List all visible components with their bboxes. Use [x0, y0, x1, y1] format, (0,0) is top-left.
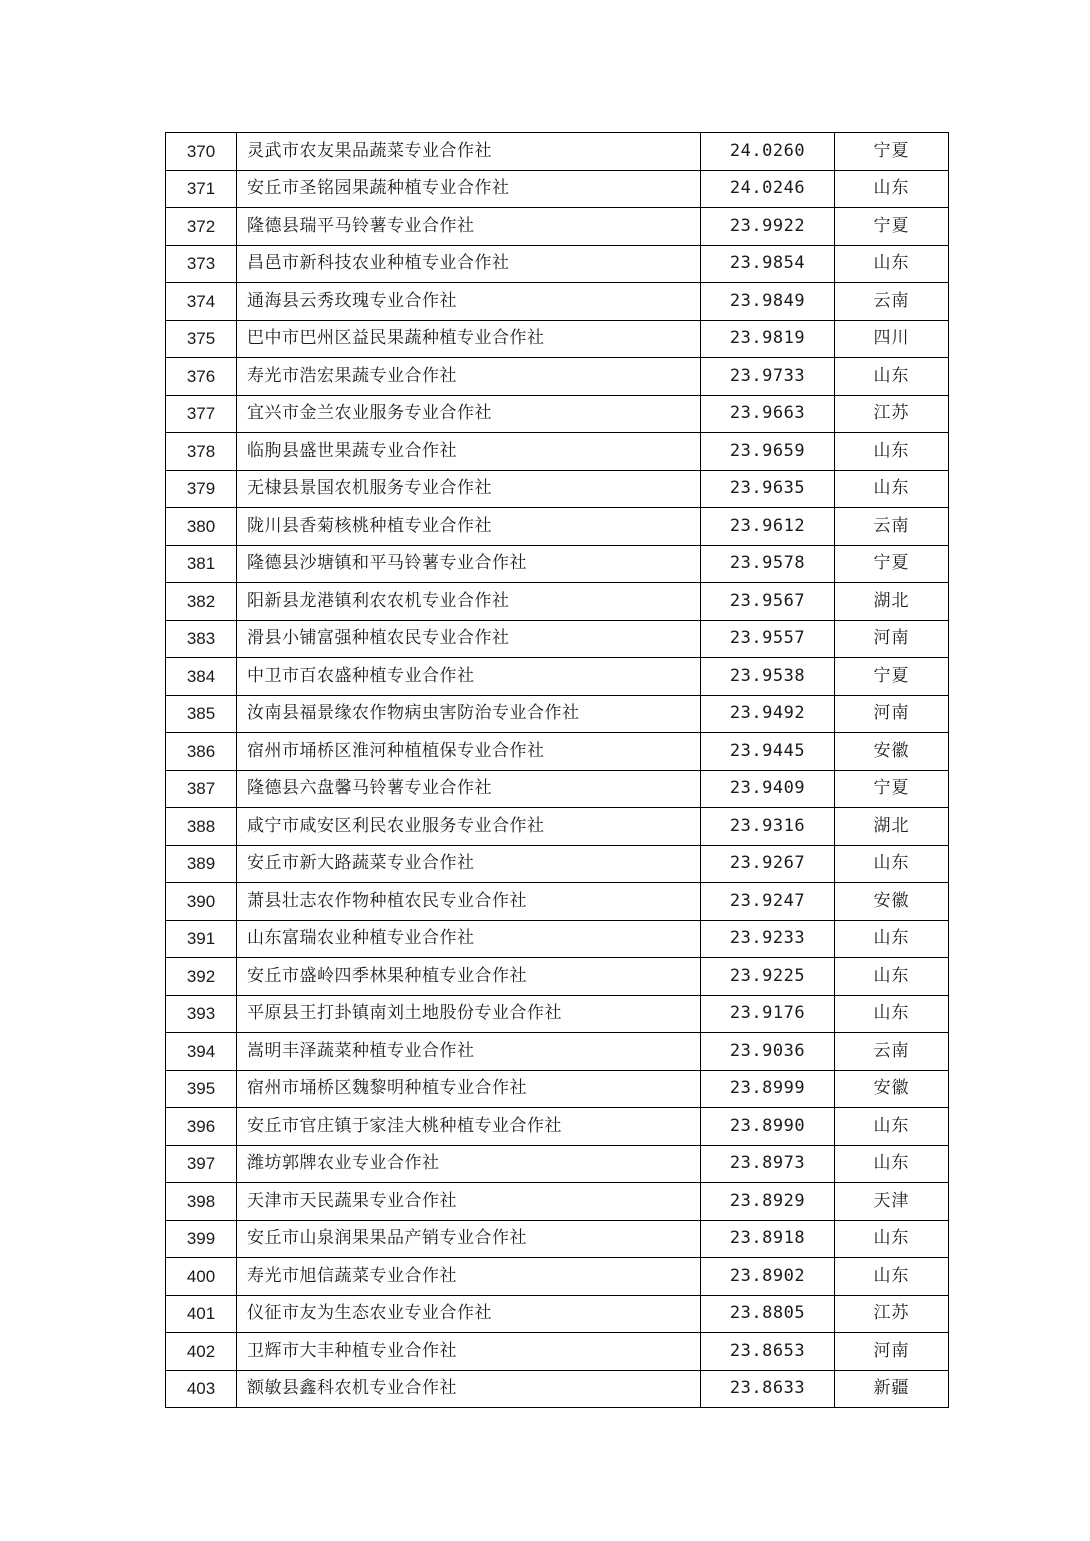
cooperative-name: 宜兴市金兰农业服务专业合作社 — [237, 395, 701, 433]
row-number: 370 — [166, 133, 237, 171]
score-value: 23.8990 — [701, 1108, 835, 1146]
row-number: 389 — [166, 845, 237, 883]
score-value: 23.9578 — [701, 545, 835, 583]
score-value: 23.9316 — [701, 808, 835, 846]
province: 宁夏 — [835, 770, 949, 808]
province: 云南 — [835, 1033, 949, 1071]
cooperative-name: 通海县云秀玫瑰专业合作社 — [237, 283, 701, 321]
province: 山东 — [835, 358, 949, 396]
score-value: 23.9233 — [701, 920, 835, 958]
score-value: 23.8653 — [701, 1333, 835, 1371]
score-value: 24.0246 — [701, 170, 835, 208]
row-number: 390 — [166, 883, 237, 921]
cooperative-name: 仪征市友为生态农业专业合作社 — [237, 1295, 701, 1333]
row-number: 394 — [166, 1033, 237, 1071]
table-row — [166, 770, 949, 808]
row-number: 380 — [166, 508, 237, 546]
row-number: 373 — [166, 245, 237, 283]
row-number: 379 — [166, 470, 237, 508]
province: 山东 — [835, 170, 949, 208]
cooperative-name: 山东富瑞农业种植专业合作社 — [237, 920, 701, 958]
table-row — [166, 545, 949, 583]
province: 湖北 — [835, 583, 949, 621]
row-number: 378 — [166, 433, 237, 471]
province: 河南 — [835, 1333, 949, 1371]
score-value: 23.9409 — [701, 770, 835, 808]
province: 天津 — [835, 1183, 949, 1221]
table-row — [166, 920, 949, 958]
table-row — [166, 808, 949, 846]
score-value: 23.9538 — [701, 658, 835, 696]
cooperative-name: 汝南县福景缘农作物病虫害防治专业合作社 — [237, 695, 701, 733]
row-number: 402 — [166, 1333, 237, 1371]
table-row — [166, 845, 949, 883]
province: 山东 — [835, 920, 949, 958]
table-row — [166, 1108, 949, 1146]
score-value: 23.9267 — [701, 845, 835, 883]
province: 新疆 — [835, 1370, 949, 1408]
cooperative-name: 寿光市浩宏果蔬专业合作社 — [237, 358, 701, 396]
row-number: 399 — [166, 1220, 237, 1258]
province: 山东 — [835, 845, 949, 883]
cooperative-name: 宿州市埇桥区魏黎明种植专业合作社 — [237, 1070, 701, 1108]
province: 山东 — [835, 1220, 949, 1258]
row-number: 385 — [166, 695, 237, 733]
cooperative-ranking-table — [165, 132, 949, 1408]
cooperative-name: 平原县王打卦镇南刘土地股份专业合作社 — [237, 995, 701, 1033]
table-row — [166, 1220, 949, 1258]
score-value: 23.9557 — [701, 620, 835, 658]
row-number: 397 — [166, 1145, 237, 1183]
score-value: 23.9247 — [701, 883, 835, 921]
table-row — [166, 1183, 949, 1221]
province: 山东 — [835, 958, 949, 996]
row-number: 391 — [166, 920, 237, 958]
cooperative-name: 潍坊郭牌农业专业合作社 — [237, 1145, 701, 1183]
row-number: 375 — [166, 320, 237, 358]
table-row — [166, 283, 949, 321]
table-row — [166, 245, 949, 283]
score-value: 23.8929 — [701, 1183, 835, 1221]
province: 河南 — [835, 620, 949, 658]
cooperative-name: 昌邑市新科技农业种植专业合作社 — [237, 245, 701, 283]
table-row — [166, 1333, 949, 1371]
score-value: 23.9567 — [701, 583, 835, 621]
table-row — [166, 508, 949, 546]
cooperative-name: 临朐县盛世果蔬专业合作社 — [237, 433, 701, 471]
score-value: 23.9635 — [701, 470, 835, 508]
province: 山东 — [835, 470, 949, 508]
table-row — [166, 733, 949, 771]
score-value: 24.0260 — [701, 133, 835, 171]
score-value: 23.9492 — [701, 695, 835, 733]
table-row — [166, 470, 949, 508]
cooperative-name: 灵武市农友果品蔬菜专业合作社 — [237, 133, 701, 171]
score-value: 23.8999 — [701, 1070, 835, 1108]
table-row — [166, 620, 949, 658]
score-value: 23.8805 — [701, 1295, 835, 1333]
province: 云南 — [835, 283, 949, 321]
cooperative-name: 嵩明丰泽蔬菜种植专业合作社 — [237, 1033, 701, 1071]
province: 云南 — [835, 508, 949, 546]
table-row — [166, 1295, 949, 1333]
province: 安徽 — [835, 1070, 949, 1108]
cooperative-name: 滑县小铺富强种植农民专业合作社 — [237, 620, 701, 658]
cooperative-name: 萧县壮志农作物种植农民专业合作社 — [237, 883, 701, 921]
cooperative-name: 安丘市官庄镇于家洼大桃种植专业合作社 — [237, 1108, 701, 1146]
table-row — [166, 658, 949, 696]
row-number: 381 — [166, 545, 237, 583]
row-number: 377 — [166, 395, 237, 433]
cooperative-name: 无棣县景国农机服务专业合作社 — [237, 470, 701, 508]
table-row — [166, 433, 949, 471]
score-value: 23.9036 — [701, 1033, 835, 1071]
score-value: 23.8918 — [701, 1220, 835, 1258]
row-number: 400 — [166, 1258, 237, 1296]
score-value: 23.8633 — [701, 1370, 835, 1408]
row-number: 383 — [166, 620, 237, 658]
province: 宁夏 — [835, 208, 949, 246]
table-row — [166, 1145, 949, 1183]
cooperative-name: 宿州市埇桥区淮河种植植保专业合作社 — [237, 733, 701, 771]
cooperative-name: 隆德县六盘馨马铃薯专业合作社 — [237, 770, 701, 808]
row-number: 403 — [166, 1370, 237, 1408]
cooperative-name: 安丘市新大路蔬菜专业合作社 — [237, 845, 701, 883]
cooperative-name: 巴中市巴州区益民果蔬种植专业合作社 — [237, 320, 701, 358]
score-value: 23.9819 — [701, 320, 835, 358]
cooperative-name: 阳新县龙港镇利农农机专业合作社 — [237, 583, 701, 621]
score-value: 23.9176 — [701, 995, 835, 1033]
table-row — [166, 1033, 949, 1071]
row-number: 384 — [166, 658, 237, 696]
province: 山东 — [835, 995, 949, 1033]
table-row — [166, 208, 949, 246]
cooperative-name: 安丘市山泉润果果品产销专业合作社 — [237, 1220, 701, 1258]
table-row — [166, 320, 949, 358]
row-number: 382 — [166, 583, 237, 621]
table-row — [166, 1370, 949, 1408]
province: 山东 — [835, 1258, 949, 1296]
cooperative-name: 额敏县鑫科农机专业合作社 — [237, 1370, 701, 1408]
province: 河南 — [835, 695, 949, 733]
cooperative-name: 隆德县沙塘镇和平马铃薯专业合作社 — [237, 545, 701, 583]
row-number: 374 — [166, 283, 237, 321]
row-number: 372 — [166, 208, 237, 246]
row-number: 387 — [166, 770, 237, 808]
province: 宁夏 — [835, 658, 949, 696]
score-value: 23.8902 — [701, 1258, 835, 1296]
score-value: 23.8973 — [701, 1145, 835, 1183]
row-number: 395 — [166, 1070, 237, 1108]
row-number: 401 — [166, 1295, 237, 1333]
cooperative-name: 天津市天民蔬果专业合作社 — [237, 1183, 701, 1221]
table-row — [166, 958, 949, 996]
cooperative-name: 寿光市旭信蔬菜专业合作社 — [237, 1258, 701, 1296]
table-row — [166, 695, 949, 733]
cooperative-name: 中卫市百农盛种植专业合作社 — [237, 658, 701, 696]
score-value: 23.9225 — [701, 958, 835, 996]
province: 安徽 — [835, 733, 949, 771]
row-number: 388 — [166, 808, 237, 846]
table-row — [166, 133, 949, 171]
score-value: 23.9922 — [701, 208, 835, 246]
score-value: 23.9849 — [701, 283, 835, 321]
score-value: 23.9854 — [701, 245, 835, 283]
cooperative-name: 陇川县香菊核桃种植专业合作社 — [237, 508, 701, 546]
table-row — [166, 883, 949, 921]
score-value: 23.9659 — [701, 433, 835, 471]
table-row — [166, 583, 949, 621]
province: 山东 — [835, 1108, 949, 1146]
table-row — [166, 1258, 949, 1296]
province: 山东 — [835, 433, 949, 471]
score-value: 23.9612 — [701, 508, 835, 546]
province: 山东 — [835, 245, 949, 283]
table-row — [166, 395, 949, 433]
province: 四川 — [835, 320, 949, 358]
cooperative-name: 咸宁市咸安区利民农业服务专业合作社 — [237, 808, 701, 846]
cooperative-name: 安丘市盛岭四季林果种植专业合作社 — [237, 958, 701, 996]
row-number: 393 — [166, 995, 237, 1033]
table-body — [166, 133, 949, 1408]
row-number: 376 — [166, 358, 237, 396]
score-value: 23.9663 — [701, 395, 835, 433]
province: 江苏 — [835, 395, 949, 433]
province: 江苏 — [835, 1295, 949, 1333]
province: 安徽 — [835, 883, 949, 921]
row-number: 398 — [166, 1183, 237, 1221]
province: 宁夏 — [835, 545, 949, 583]
row-number: 392 — [166, 958, 237, 996]
row-number: 386 — [166, 733, 237, 771]
table-row — [166, 1070, 949, 1108]
province: 宁夏 — [835, 133, 949, 171]
cooperative-name: 卫辉市大丰种植专业合作社 — [237, 1333, 701, 1371]
score-value: 23.9733 — [701, 358, 835, 396]
row-number: 396 — [166, 1108, 237, 1146]
cooperative-name: 安丘市圣铭园果蔬种植专业合作社 — [237, 170, 701, 208]
table-row — [166, 995, 949, 1033]
table-row — [166, 170, 949, 208]
table-row — [166, 358, 949, 396]
score-value: 23.9445 — [701, 733, 835, 771]
province: 湖北 — [835, 808, 949, 846]
cooperative-name: 隆德县瑞平马铃薯专业合作社 — [237, 208, 701, 246]
province: 山东 — [835, 1145, 949, 1183]
row-number: 371 — [166, 170, 237, 208]
